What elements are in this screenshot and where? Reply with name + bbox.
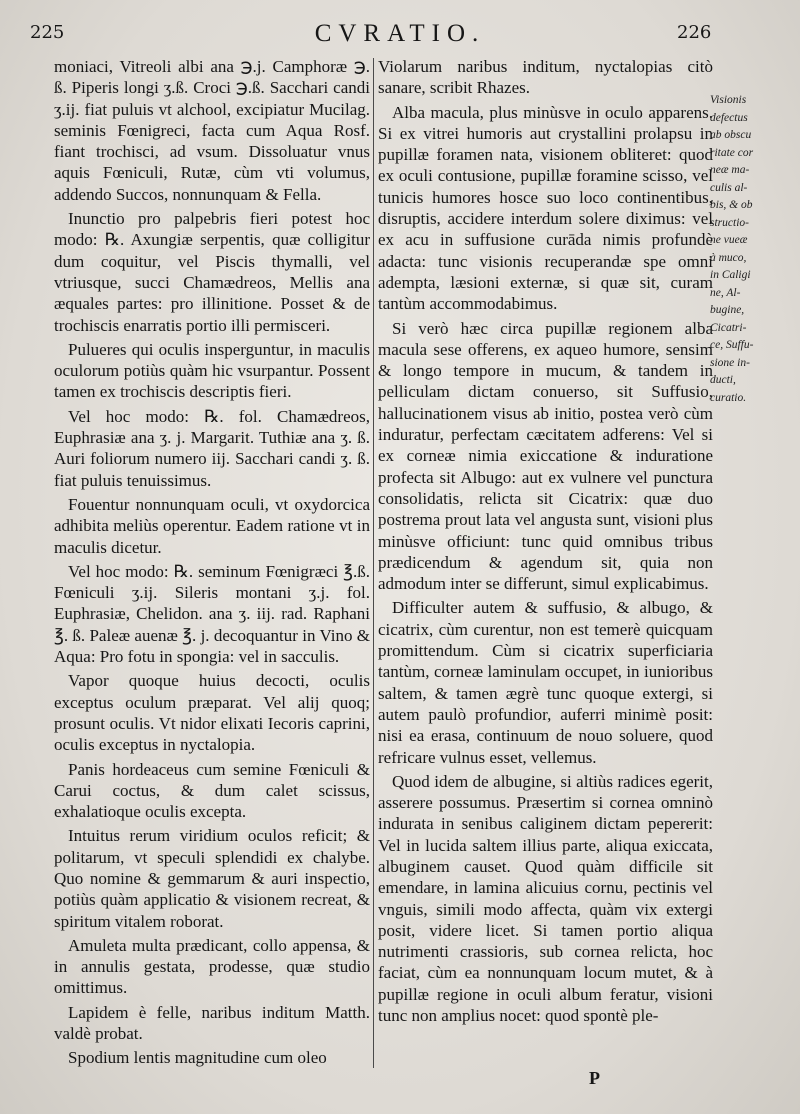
paragraph: Si verò hæc circa pupillæ regionem alba macula sese offerens, ex aqueo humore, sensim & longo tempore in mucum, & tandem in pelliculam dictam conuerso, sit Suffusio, hallucinationem visus ab initio, postea verò cùm induratur, perfectam cæcitatem adferens: Vel si ex corneæ nimia exiccatione & induratione profecta sit Albugo: aut ex vulnere vel punctura consolidatis, relicta sit Cicatrix: quæ duo postrema prout lata vel angusta sunt, visioni plus minùsve officiunt: tunc quid omnibus tribus prædicendum & agendum sit, quia non admodum inter se differunt, simul explicabimus. xyxy=(378,318,713,594)
gloss-line: bugine, xyxy=(710,304,745,316)
paragraph: Difficulter autem & suffusio, & albugo, & cicatrix, cùm curentur, non est temerè quicquam promittendum. Cùm si cicatrix superficiaria tantùm, corneæ laminulam occupet, in iunioribus saltem, & tamen ægrè tunc quoque extergi, si autem paulò profundior, auferri minimè posit: nisi ea erasa, continuum de nouo soluere, quod refricare vulnus esset, vellemus. xyxy=(378,598,713,767)
gloss-line: ce, Suffu- xyxy=(710,339,754,351)
page-header xyxy=(0,22,800,52)
paragraph: Pulueres qui oculis insperguntur, in maculis oculorum potiùs quàm hic vsurpantur. Possent tamen ex trochiscis descriptis fieri. xyxy=(54,339,370,402)
page-number-right: 226 xyxy=(677,22,712,43)
paragraph: Spodium lentis magnitudine cum oleo xyxy=(68,1048,327,1068)
gloss-line: Visionis xyxy=(710,94,747,106)
gloss-line: curatio. xyxy=(710,391,747,404)
paragraph: Quod idem de albugine, si altiùs radices egerit, asserere possumus. Præsertim si cornea omninò indurata in senibus caliginem dictam pepererit: Vel in lucida saltem illius parte, aliqua exiccata, albuginem causet. Quod quàm difficile sit emendare, in lamina alicuius cornu, pectinis vel vnguis, simili modo affecta, quàm vix extergi posit, videre licet. Si tamen portio aliqua nutrimenti crassioris, sub cornea relicta, hoc faciat, cùm ea nonnunquam locum mutet, & à pupillæ regione in oculi album feratur, visioni tunc non amplius nocet: quod spontè ple- xyxy=(378,771,713,1026)
gloss-line: neæ ma- xyxy=(710,164,750,176)
left-column xyxy=(54,56,370,1069)
gloss-line: à muco, xyxy=(710,251,747,264)
gloss-line: ne, Al- xyxy=(710,286,741,299)
paragraph: Panis hordeaceus cum semine Fœniculi & Carui coctus, & dum calet scissus, exhalatioque oculis excepta. xyxy=(54,759,370,822)
paragraph: Fouentur nonnunquam oculi, vt oxydorcica adhibita meliùs operentur. Eadem ratione vt in maculis dicetur. xyxy=(54,494,370,557)
column-rule xyxy=(373,58,374,1068)
paragraph: moniaci, Vitreoli albi ana ℈.j. Camphoræ ℈. ß. Piperis longi ʒ.ß. Croci ℈.ß. Sacchari candi ʒ.ij. fiat puluis vt alchool, excipiatur Mucilag. seminis Fœnigreci, facta cum Aqua Rosf. fiant trochisci, ad vsum. Dissoluatur vnus aquis Fœniculi, Rutæ, cùm vti volumus, addendo Succos, nonnunquam & Fella. xyxy=(54,57,370,204)
gloss-line: bis, & ob xyxy=(710,199,753,211)
gloss-line: structio- xyxy=(710,216,749,229)
gloss-line: Cicatri- xyxy=(710,321,747,334)
gloss-line: sione in- xyxy=(710,356,750,369)
signature-mark: P xyxy=(589,1068,600,1088)
gloss-line: ne vueæ xyxy=(710,234,748,246)
paragraph: Intuitus rerum viridium oculos reficit; & politarum, vt speculi splendidi ex chalybe. Quo nomine & gemmarum & auri inspectio, potiùs quàm applicatio & visionem recreat, & spiritum vitalem roborat. xyxy=(54,826,370,931)
gloss-line: ritate cor xyxy=(710,146,754,159)
gloss-line: defectus xyxy=(710,111,748,124)
paragraph: Alba macula, plus minùsve in oculo apparens. Si ex vitrei humoris aut crystallini prolapsu in pupillæ foramen nata, visionem obliteret: quod ex oculi contusione, pupillæ foramine scisso, vel tunicis humores hosce suo loco continentibus, disruptis, accidere interdum solere diximus: vel ex acu in suffusione curāda nimis profundè adacta: tunc visionis recuperandæ spe omni adempta, læsioni externæ, si quæ sit, curam tantùm accommodabimus. xyxy=(378,102,713,314)
paragraph: Inunctio pro palpebris fieri potest hoc modo: ℞. Axungiæ serpentis, quæ colligitur dum coquitur, vel Piscis thymalli, vel vtriusque, succi Chamædreos, Mellis ana æquales partes: pro illinitione. Posset & de trochiscis enarratis portio illi permisceri. xyxy=(54,209,370,335)
margin-gloss xyxy=(710,92,772,407)
paragraph: Vel hoc modo: ℞. fol. Chamædreos, Euphrasiæ ana ʒ. j. Margarit. Tuthiæ ana ʒ. ß. Auri foliorum numero iij. Sacchari candi ʒ. ß. fiat puluis tenuissimus. xyxy=(54,406,370,490)
gloss-line: ducti, xyxy=(710,374,736,386)
running-title: CVRATIO. xyxy=(314,20,486,47)
right-column xyxy=(378,56,713,1026)
paragraph: Amuleta multa prædicant, collo appensa, & in annulis gestata, prodesse, quæ studio omittimus. xyxy=(54,935,370,998)
paragraph: Lapidem è felle, naribus inditum Matth. valdè probat. xyxy=(54,1002,370,1044)
paragraph: Violarum naribus inditum, nyctalopias citò sanare, scribit Rhazes. xyxy=(378,57,713,98)
paragraph: Vel hoc modo: ℞. seminum Fœnigræci ℥.ß. Fœniculi ʒ.ij. Sileris montani ʒ.j. fol. Euphrasiæ, Chelidon. ana ʒ. iij. rad. Raphani ℥. ß. Paleæ auenæ ℥. j. decoquantur in Vino & Aqua: Pro fotu in spongia: vel in sacculis. xyxy=(54,561,370,667)
page-number-left: 225 xyxy=(30,22,65,43)
gloss-line: ab obscu xyxy=(710,129,752,141)
gloss-line: culis al- xyxy=(710,181,748,194)
gloss-line: in Caligi xyxy=(710,269,751,281)
paragraph: Vapor quoque huius decocti, oculis exceptus oculum præparat. Vel alij quoq; prosunt oculis. Vt nidor elixati Iecoris caprini, oculis exceptus in nyctalopia. xyxy=(54,671,370,755)
